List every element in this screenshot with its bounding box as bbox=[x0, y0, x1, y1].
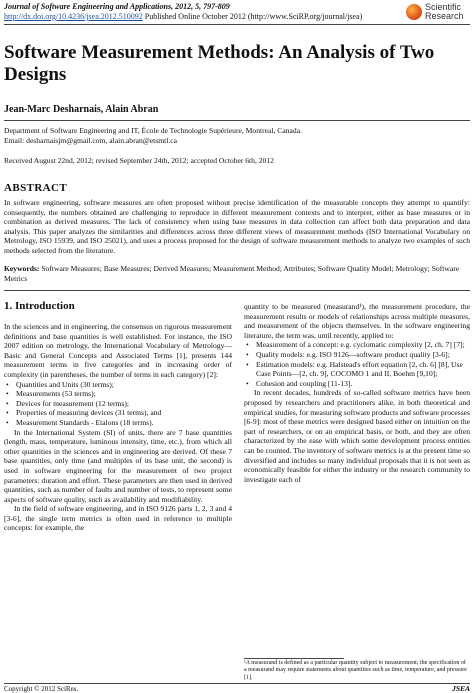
footnote: ¹A measurand is defined as a particular quantity subject to measurement; the specification of a measurand may require statements about quantities such as time, temperature, and pressure [1]. bbox=[244, 660, 467, 681]
section-heading: 1. Introduction bbox=[4, 300, 75, 312]
journal-citation: Journal of Software Engineering and Applications, 2012, 5, 797-809 bbox=[4, 2, 230, 11]
keywords-label: Keywords: bbox=[4, 264, 40, 273]
paper-title: Software Measurement Methods: An Analysis of Two Designs bbox=[4, 42, 435, 85]
journal-abbrev: JSEA bbox=[452, 684, 470, 693]
bullet-list bbox=[244, 340, 470, 388]
list-item: • Cohesion and coupling [11-13]. bbox=[256, 379, 470, 389]
list-item: • Quantities and Units (30 terms); bbox=[16, 380, 232, 390]
doi-link[interactable]: http://dx.doi.org/10.4236/jsea.2012.510092 bbox=[4, 11, 143, 21]
keywords bbox=[4, 264, 470, 283]
logo-line2: Research bbox=[425, 11, 464, 21]
right-column bbox=[244, 302, 470, 484]
list-item: • Measurements (53 terms); bbox=[16, 389, 232, 399]
logo-sphere-icon bbox=[406, 4, 422, 20]
logo-line1: Scientific bbox=[425, 2, 462, 12]
authors: Jean-Marc Desharnais, Alain Abran bbox=[4, 104, 159, 115]
left-column bbox=[4, 302, 232, 533]
footer-rule bbox=[4, 683, 470, 684]
list-item: • Quality models: e.g. ISO 9126—software product quality [3-6]; bbox=[256, 350, 470, 360]
copyright: Copyright © 2012 SciRes. bbox=[4, 685, 79, 693]
abstract-text: In software engineering, software measures are often proposed without precise identification of the measurable concepts they attempt to quantify: consequently, the numbers obtained are challenging to reproduce in different measurement contexts and to interpret, either as base measures or in combination as derived measures. The lack of consistency when using base measures in data collection can affect both data preparation and data analysis. This paper analyzes the similarities and differences across three different views of measurement methods (ISO International Vocabulary on Metrology, ISO 15939, and ISO 25021), and uses a process proposed for the design of software measurement methods to analyze two examples of such methods selected from the literature. bbox=[4, 198, 470, 255]
publisher-logo bbox=[406, 2, 468, 24]
authors-rule bbox=[4, 120, 470, 121]
bullet-list bbox=[4, 380, 232, 428]
paragraph: In recent decades, hundreds of so-called software metrics have been proposed by researchers and practitioners alike, in both theoretical and empirical studies, for measuring software products and software processes [6-9]: most of these metrics were designed based either on intuition on the part of researchers, or on an empirical basis, or both, and they are often characterized by the ease with which some development process entities can be counted. The inventory of software metrics is at the present time so diversified and includes so many individual proposals that it is not seen as economically feasible for either the industry or the research community to investigate each of bbox=[244, 388, 470, 484]
affiliation: Department of Software Engineering and IT, École de Technologie Supérieure, Montreal, Canada. bbox=[4, 126, 302, 135]
email: Email: desharnaisjm@gmail.com, alain.abran@etsmtl.ca bbox=[4, 136, 177, 145]
paragraph: In the field of software engineering, and in ISO 9126 parts 1, 2, 3 and 4 [3-6], the single term metrics is often used in reference to multiple concepts: for example, the bbox=[4, 504, 232, 533]
published-online: Published Online October 2012 (http://www.SciRP.org/journal/jsea) bbox=[142, 11, 363, 21]
list-item: • Devices for measurement (12 terms); bbox=[16, 399, 232, 409]
list-item: • Estimation models: e.g. Halstead's effort equation [2, ch. 6] [8], Use Case Points—[2, ch. 9], COCOMO 1 and II, Boehm [9,10]; bbox=[256, 360, 470, 379]
list-item: • Measurement Standards - Etalons (18 terms). bbox=[16, 418, 232, 428]
affiliation-block bbox=[4, 126, 302, 146]
logo-text bbox=[425, 3, 464, 21]
received-dates: Received August 22nd, 2012; revised September 24th, 2012; accepted October 6th, 2012 bbox=[4, 156, 274, 165]
paragraph: In the sciences and in engineering, the consensus on rigorous measurement definitions and base quantities is well established. For instance, the ISO 2007 edition on metrology, the International Vocabulary of Metrology—Basic and General Concepts and Associated Terms [1], presents 144 measurement terms in five categories and in increasing order of complexity (in parentheses, the number of terms in each category) [2]: bbox=[4, 322, 232, 379]
journal-header bbox=[4, 2, 362, 21]
footnote-rule bbox=[244, 658, 344, 659]
paragraph: quantity to be measured (measurand¹), the measurement procedure, the measurement results or models of relationships across multiple measures, and measurement of the objects themselves. In the software engineering literature, the term was, until recently, applied to: bbox=[244, 302, 470, 340]
paragraph: In the International System (SI) of units, there are 7 base quantities (length, mass, temperature, luminous intensity, time, etc.), from which all other quantities in the sciences and in engineering are derived. Of these 7 base quantities, only time (and multiples of its base unit, the second) is used in software engineering for the measurement of two project parameters: duration and effort. These parameters are then used in derived quantities, such as number of faults and number of tests, to represent some aspects of software quality, such as availability and modifiability. bbox=[4, 427, 232, 504]
list-item: • Measurement of a concept: e.g. cyclomatic complexity [2, ch. 7] [7]; bbox=[256, 340, 470, 350]
keywords-list: Software Measures; Base Measures; Derived Measures; Measurement Method; Attributes; Software Quality Model; Metrology; Software Metrics bbox=[4, 264, 460, 283]
list-item: • Properties of measuring devices (31 terms), and bbox=[16, 408, 232, 418]
header-rule bbox=[4, 24, 470, 25]
abstract-heading: ABSTRACT bbox=[4, 182, 68, 194]
keywords-rule bbox=[4, 290, 470, 291]
